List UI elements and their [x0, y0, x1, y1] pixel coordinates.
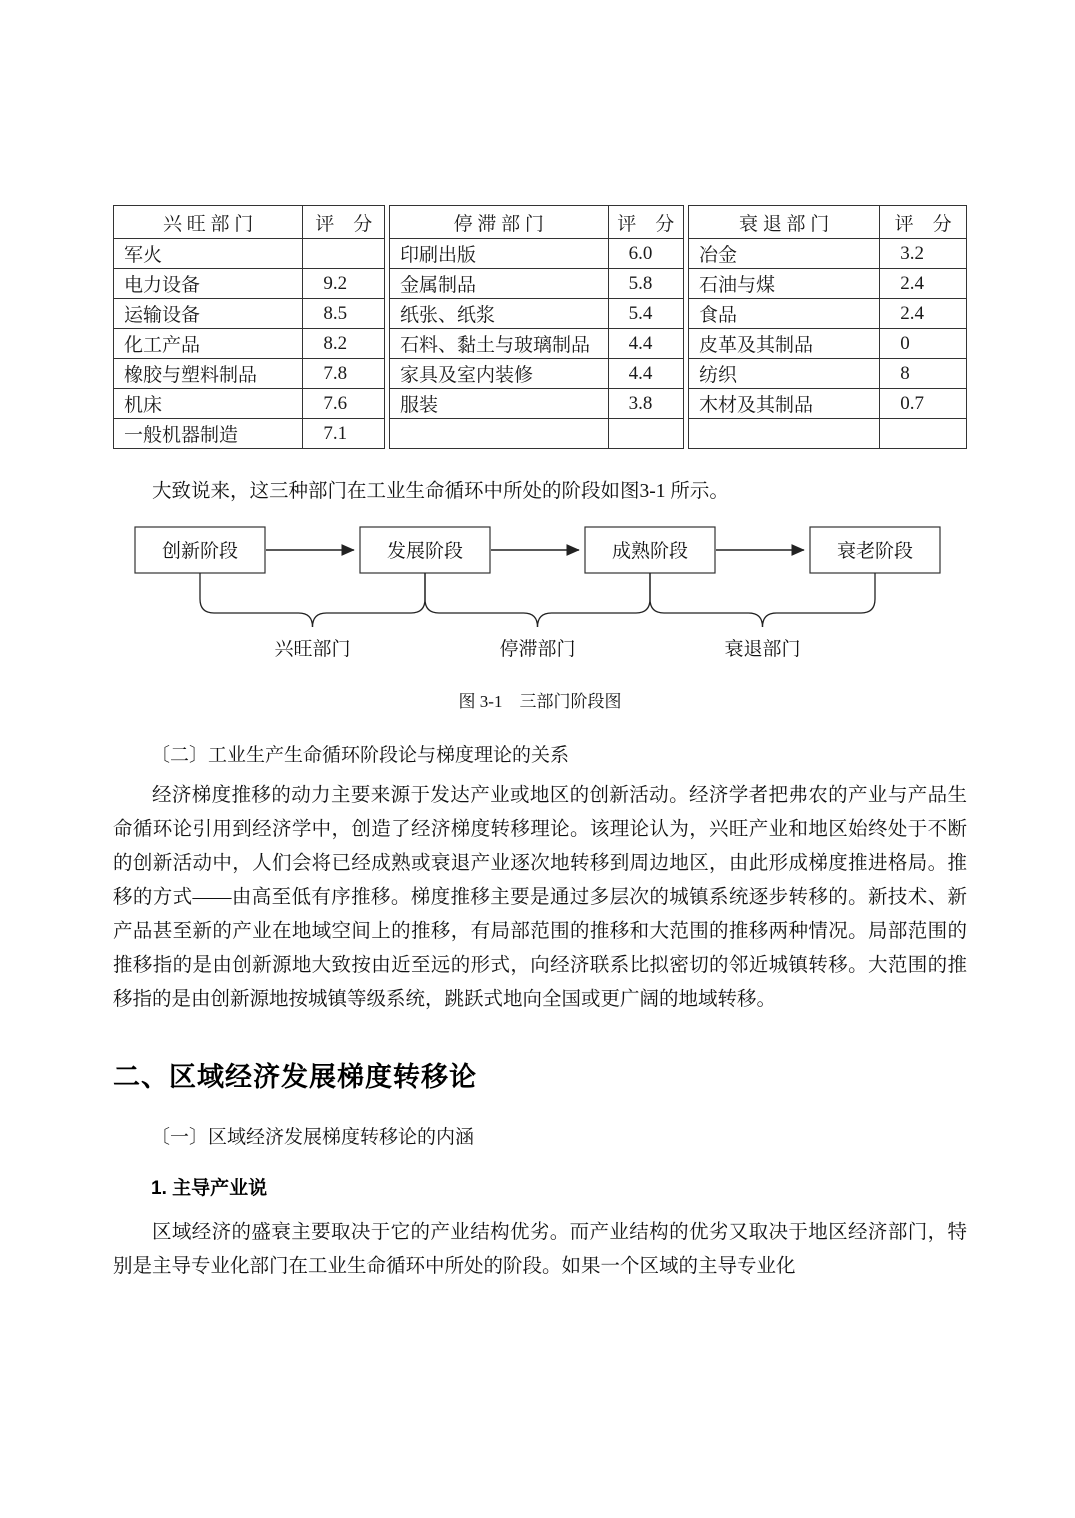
table-row [114, 329, 385, 359]
score-cell: 5.4 [608, 299, 683, 329]
score-cell: 8.5 [303, 299, 385, 329]
table-row [390, 389, 684, 419]
column-header-score: 评 分 [880, 206, 967, 239]
sector-name-cell: 化工产品 [114, 329, 303, 359]
table-row [114, 389, 385, 419]
sector-name-cell: 运输设备 [114, 299, 303, 329]
stage-flow-diagram [113, 525, 967, 667]
score-cell: 9.2 [303, 269, 385, 299]
score-cell [880, 419, 967, 449]
column-header-score: 评 分 [608, 206, 683, 239]
stage-label: 衰老阶段 [836, 541, 914, 562]
score-cell: 2.4 [880, 299, 967, 329]
stage-label: 创新阶段 [161, 541, 239, 562]
table-row [390, 359, 684, 389]
score-cell: 7.1 [303, 419, 385, 449]
brace-line [200, 573, 313, 627]
leading-industry-heading: 1. 主导产业说 [151, 1178, 268, 1199]
sector-name-cell [390, 419, 609, 449]
section-heading-connotation: 〔一〕区域经济发展梯度转移论的内涵 [151, 1127, 475, 1148]
table-row [688, 329, 966, 359]
sector-name-cell: 印刷出版 [390, 239, 609, 269]
section-heading-life-cycle: 〔二〕工业生产生命循环阶段论与梯度理论的关系 [151, 745, 570, 766]
table-row [114, 359, 385, 389]
leading-industry-paragraph: 区域经济的盛衰主要取决于它的产业结构优劣。而产业结构的优劣又取决于地区经济部门，特别是主导专业化部门在工业生命循环中所处的阶段。如果一个区域的主导专业化 [113, 1222, 967, 1277]
gradient-theory-paragraph: 经济梯度推移的动力主要来源于发达产业或地区的创新活动。经济学者把弗农的产业与产品生命循环论引用到经济学中，创造了经济梯度转移理论。该理论认为，兴旺产业和地区始终处于不断的创新活动中，人们会将已经成熟或衰退产业逐次地转移到周边地区，由此形成梯度推进格局。推移的方式——由高至低有序推移。梯度推移主要是通过多层次的城镇系统逐步转移的。新技术、新产品甚至新的产业在地域空间上的推移，有局部范围的推移和大范围的推移两种情况。局部范围的推移指的是由创新源地大致按由近至远的形式，向经济联系比拟密切的邻近城镇转移。大范围的推移指的是由创新源地按城镇等级系统，跳跃式地向全国或更广阔的地域转移。 [113, 785, 967, 1010]
score-cell: 3.8 [608, 389, 683, 419]
sector-name-cell: 机床 [114, 389, 303, 419]
sector-name-cell: 冶金 [688, 239, 879, 269]
score-cell [608, 419, 683, 449]
score-cell: 5.8 [608, 269, 683, 299]
score-cell: 8.2 [303, 329, 385, 359]
brace-line [538, 573, 651, 627]
table-header-row [688, 206, 966, 239]
sector-rating-tables [113, 205, 967, 449]
sector-name-cell: 军火 [114, 239, 303, 269]
sector-name-cell: 木材及其制品 [688, 389, 879, 419]
table-row [114, 239, 385, 269]
brace-line [425, 573, 538, 627]
intro-paragraph: 大致说来，这三种部门在工业生命循环中所处的阶段如图3-1 所示。 [152, 481, 729, 502]
sector-name-cell: 皮革及其制品 [688, 329, 879, 359]
column-header-score: 评 分 [303, 206, 385, 239]
table-row [114, 419, 385, 449]
score-cell: 6.0 [608, 239, 683, 269]
sector-name-cell: 服装 [390, 389, 609, 419]
table-row [114, 269, 385, 299]
table-header-row [390, 206, 684, 239]
table-row [114, 299, 385, 329]
score-cell: 7.8 [303, 359, 385, 389]
declining-sector-table [688, 205, 967, 449]
sector-name-cell: 一般机器制造 [114, 419, 303, 449]
brace-line [650, 573, 763, 627]
table-row [390, 239, 684, 269]
booming-sector-table [113, 205, 385, 449]
score-cell: 4.4 [608, 359, 683, 389]
group-label-stagnant: 停滞部门 [499, 639, 576, 660]
table-row [688, 389, 966, 419]
table-row [688, 299, 966, 329]
score-cell [303, 239, 385, 269]
score-cell: 7.6 [303, 389, 385, 419]
table-row [688, 269, 966, 299]
brace-line [313, 573, 426, 627]
sector-name-cell: 纺织 [688, 359, 879, 389]
brace-line [763, 573, 876, 627]
chapter-heading: 二、区域经济发展梯度转移论 [113, 1062, 477, 1092]
score-cell: 0.7 [880, 389, 967, 419]
sector-name-cell: 金属制品 [390, 269, 609, 299]
sector-name-cell: 纸张、纸浆 [390, 299, 609, 329]
score-cell: 2.4 [880, 269, 967, 299]
figure-caption: 图 3-1 三部门阶段图 [458, 692, 622, 711]
table-row [688, 239, 966, 269]
table-row [390, 419, 684, 449]
column-header-sector: 兴 旺 部 门 [114, 206, 303, 239]
sector-name-cell: 家具及室内装修 [390, 359, 609, 389]
score-cell: 3.2 [880, 239, 967, 269]
table-row [688, 359, 966, 389]
sector-name-cell [688, 419, 879, 449]
table-row [390, 329, 684, 359]
sector-name-cell: 石油与煤 [688, 269, 879, 299]
stage-label: 成熟阶段 [611, 541, 689, 562]
stagnant-sector-table [389, 205, 684, 449]
sector-name-cell: 电力设备 [114, 269, 303, 299]
score-cell: 8 [880, 359, 967, 389]
table-row [688, 419, 966, 449]
sector-name-cell: 食品 [688, 299, 879, 329]
table-row [390, 269, 684, 299]
group-label-booming: 兴旺部门 [274, 639, 351, 660]
sector-name-cell: 石料、黏土与玻璃制品 [390, 329, 609, 359]
group-label-declining: 衰退部门 [724, 639, 801, 660]
table-header-row [114, 206, 385, 239]
sector-name-cell: 橡胶与塑料制品 [114, 359, 303, 389]
score-cell: 0 [880, 329, 967, 359]
table-row [390, 299, 684, 329]
stage-label: 发展阶段 [386, 541, 464, 562]
column-header-sector: 衰 退 部 门 [688, 206, 879, 239]
column-header-sector: 停 滞 部 门 [390, 206, 609, 239]
score-cell: 4.4 [608, 329, 683, 359]
